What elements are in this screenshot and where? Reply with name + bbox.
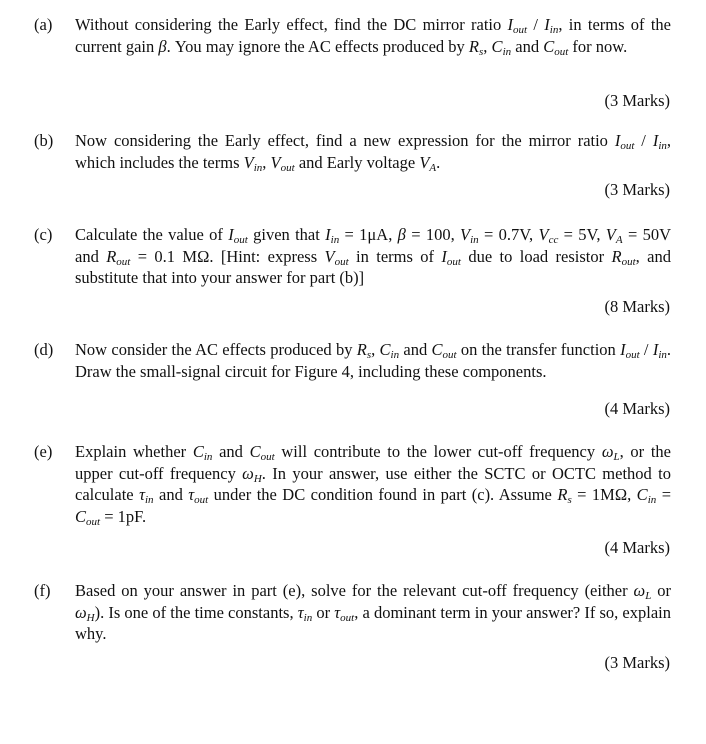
question-label: (d) <box>34 340 54 359</box>
question-text: Now considering the Early effect, find a new expression for the mirror ratio $I_{out} / I_{in}$, which includes the terms $V_{in}$, $V_{out}$ and Early voltage $V_A$. <box>75 131 671 174</box>
question-label: (b) <box>34 131 54 150</box>
marks-label: (4 Marks) <box>604 538 670 557</box>
question-text: Now consider the AC effects produced by $R_s$, $C_{in}$ and $C_{out}$ on the transfer function $I_{out} / I_{in}$. Draw the small-signal circuit for Figure 4, including these components. <box>75 340 671 381</box>
question-text: Explain whether $C_{in}$ and $C_{out}$ will contribute to the lower cut-off frequency $\omega_L$, or the upper cut-off frequency $\omega_H$. In your answer, use either the SCTC or OCTC method to calculate $\tau_{in}$ and $\tau_{out}$ under the DC condition found in part (c). Assume $R_s = 1M\Omega$, $C_{in} = C_{out} = 1pF$. <box>75 442 672 528</box>
question-text: Calculate the value of $I_{out}$ given that $I_{in} = 1\mu A$, β = 100, $V_{in} = 0.7V$, $V_{cc} = 5V$, $V_A = 50V$ and $R_{out} = 0.1$ MΩ. [Hint: express $V_{out}$ in terms of $I_{out}$ due to load resistor $R_{out}$, and substitute that into your answer for part (b)] <box>75 225 671 287</box>
marks-label: (4 Marks) <box>604 399 670 418</box>
marks-label: (8 Marks) <box>604 297 670 316</box>
marks-label: (3 Marks) <box>604 91 670 110</box>
question-text: Based on your answer in part (e), solve for the relevant cut-off frequency (either $\omega_L$ or $\omega_H$). Is one of the time constants, $\tau_{in}$ or $\tau_{out}$, a dominant term in your answer? If so, explain why. <box>75 581 671 643</box>
marks-label: (3 Marks) <box>604 653 670 672</box>
question-label: (f) <box>34 581 51 600</box>
question-text: Without considering the Early effect, find the DC mirror ratio $I_{out} / I_{in}$, in terms of the current gain β. You may ignore the AC effects produced by $R_s$, $C_{in}$ and $C_{out}$ for now. <box>75 15 671 58</box>
question-label: (a) <box>34 15 53 34</box>
question-label: (e) <box>34 442 53 461</box>
marks-label: (3 Marks) <box>604 180 670 199</box>
question-label: (c) <box>34 225 53 244</box>
